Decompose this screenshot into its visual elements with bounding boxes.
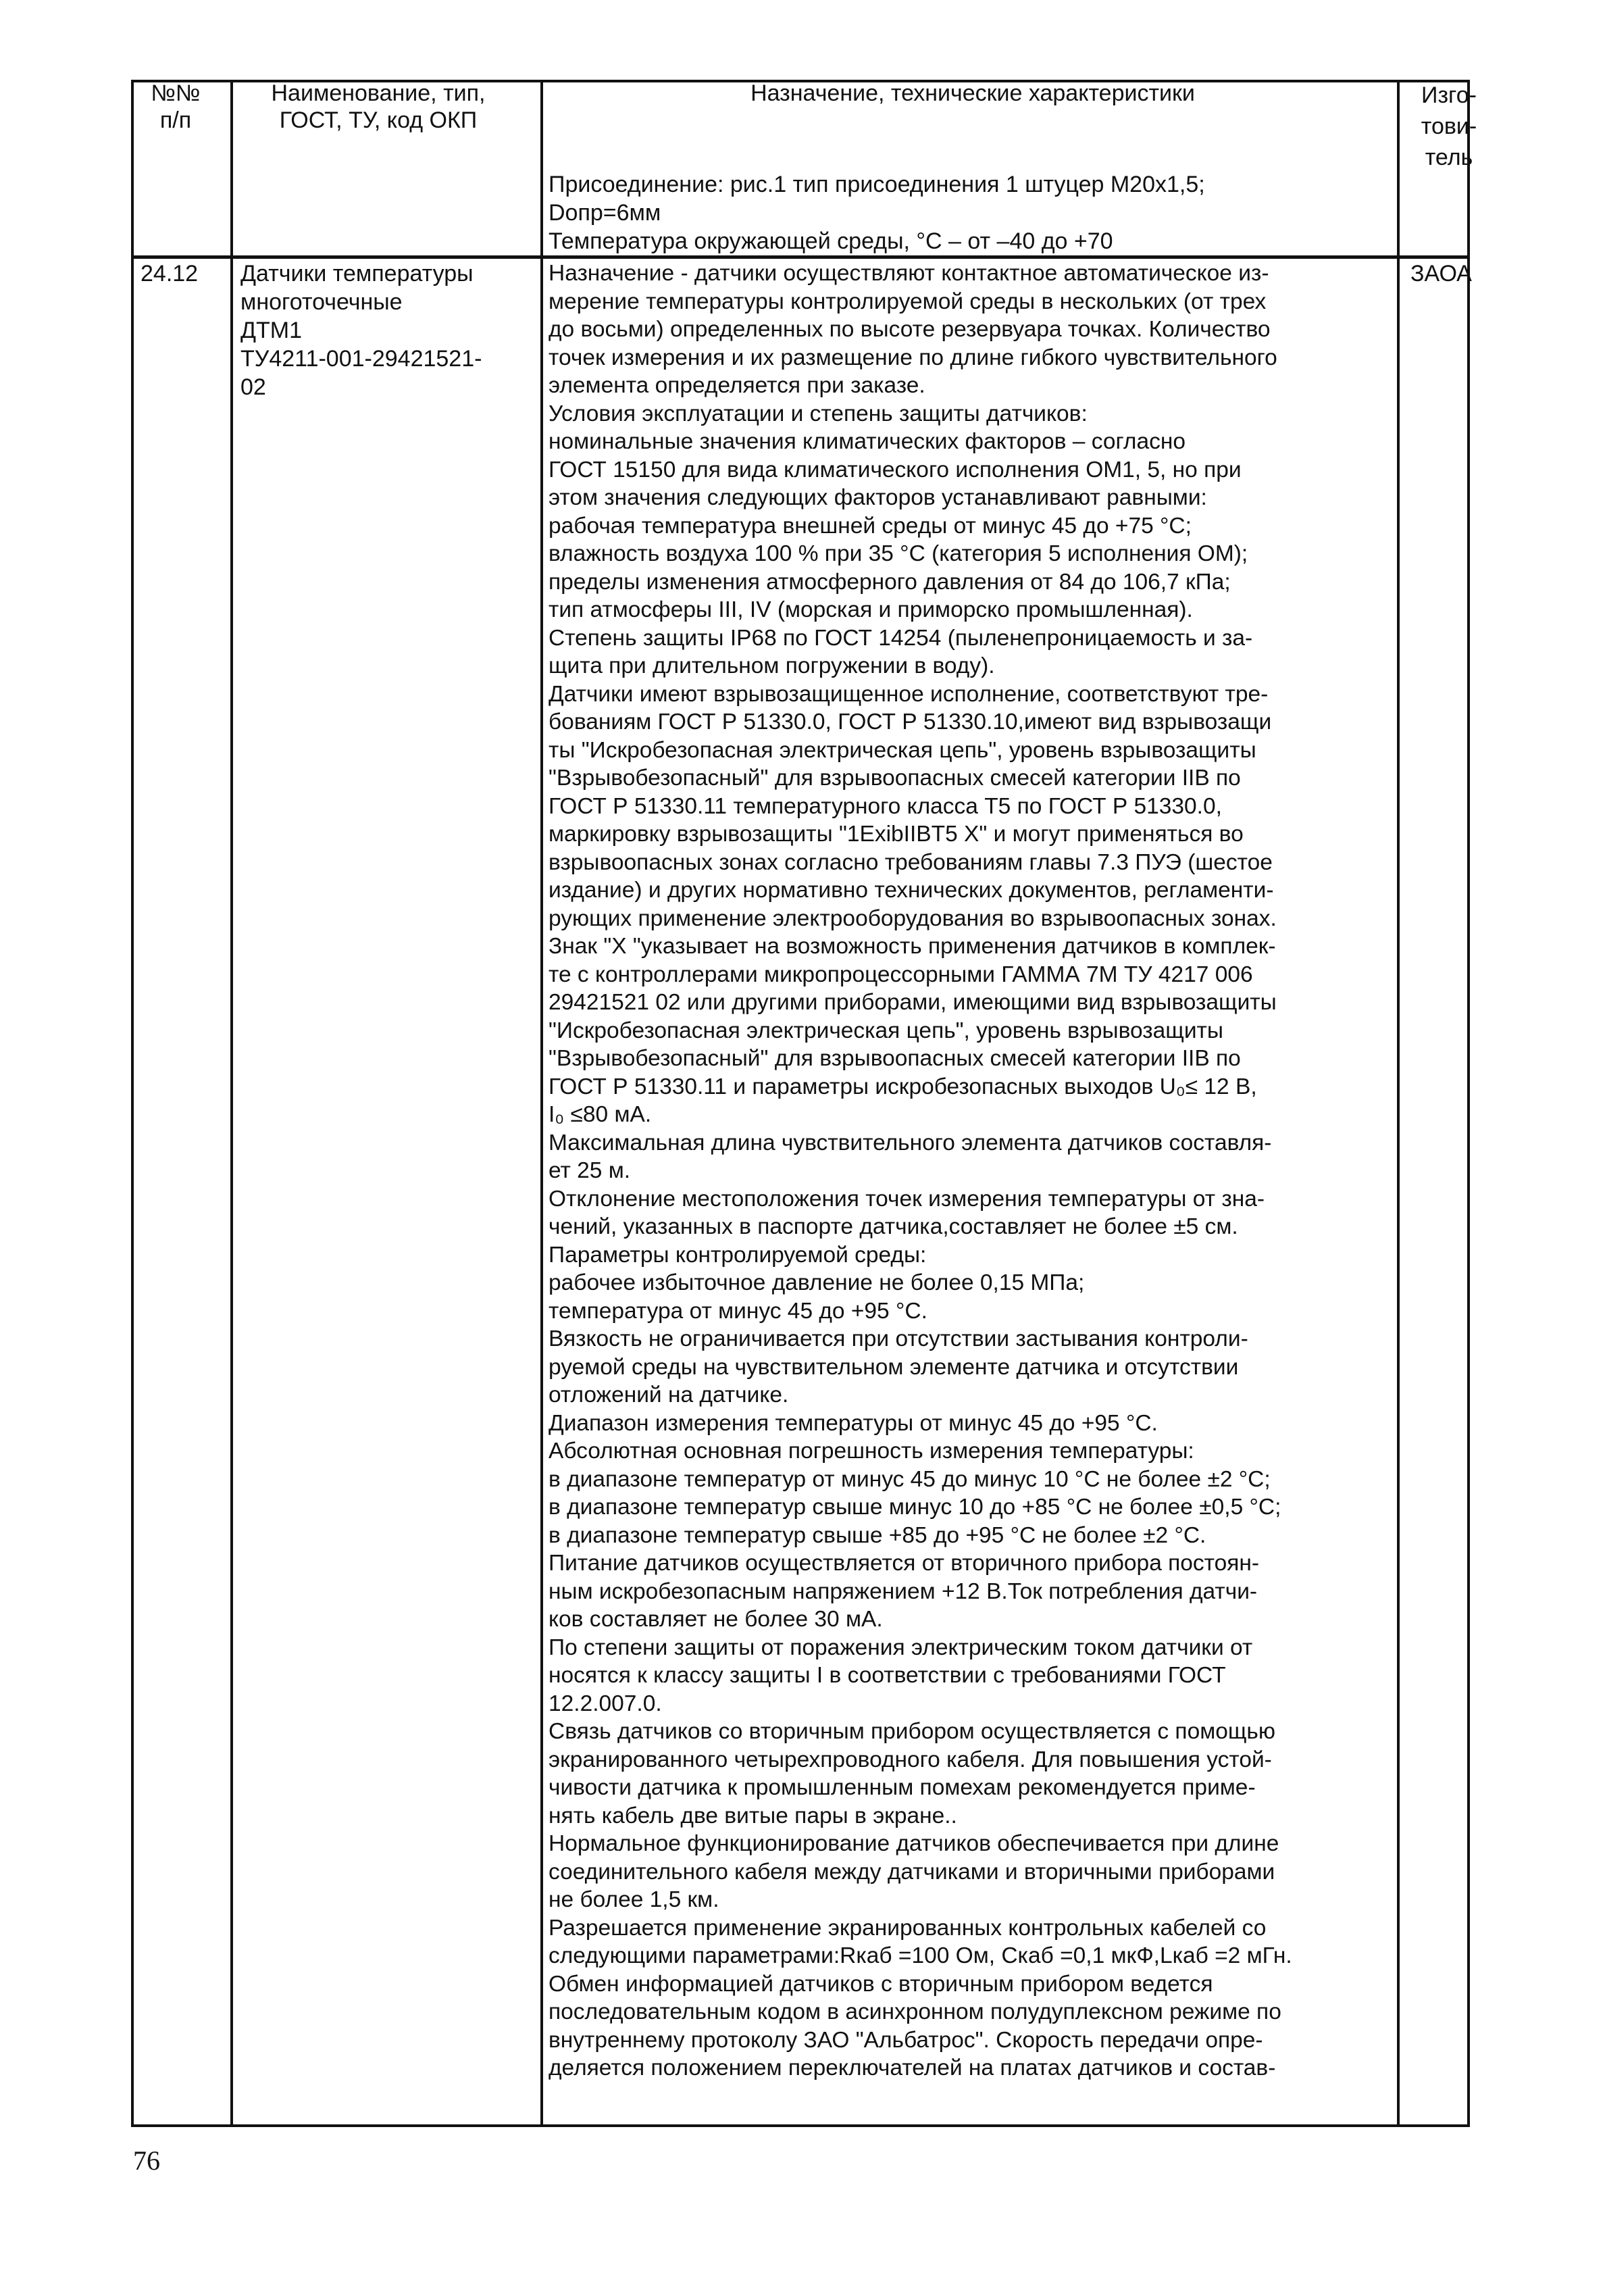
description-line: 29421521 02 или другими приборами, имеющими вид взрывозащиты — [549, 990, 1277, 1015]
description-line: Максимальная длина чувствительного элемента датчиков составля- — [549, 1130, 1272, 1155]
description-line: в диапазоне температур свыше минус 10 до +85 °С не более ±0,5 °С; — [549, 1495, 1281, 1520]
description-line: Вязкость не ограничивается при отсутствии застывания контроли- — [549, 1326, 1248, 1351]
description-line: носятся к классу защиты I в соответствии с требованиями ГОСТ — [549, 1663, 1226, 1688]
header-number — [135, 80, 216, 134]
description-line: ет 25 м. — [549, 1158, 631, 1183]
description-line: Диапазон измерения температуры от минус 45 до +95 °С. — [549, 1410, 1158, 1436]
header-maker-line: тель — [1425, 145, 1473, 170]
description-line: маркировку взрывозащиты "1ExibIIBT5 X" и могут применяться во — [549, 822, 1244, 847]
description-line: Разрешается применение экранированных контрольных кабелей со — [549, 1915, 1267, 1941]
table-bottom-border — [131, 2124, 1470, 2127]
description-line: в диапазоне температур от минус 45 до минус 10 °С не более ±2 °С; — [549, 1466, 1271, 1492]
product-name-line: 02 — [240, 374, 266, 400]
description-line: ГОСТ 15150 для вида климатического исполнения ОМ1, 5, но при — [549, 457, 1242, 482]
description-line: Абсолютная основная погрешность измерения температуры: — [549, 1439, 1194, 1464]
description-line: внутреннему протоколу ЗАО "Альбатрос". Скорость передачи опре- — [549, 2027, 1263, 2053]
column-divider-2 — [540, 80, 543, 2127]
description-line: пределы изменения атмосферного давления от 84 до 106,7 кПа; — [549, 569, 1231, 595]
product-name-line: Датчики температуры — [240, 261, 474, 286]
description-line: Назначение - датчики осуществляют контактное автоматическое из- — [549, 261, 1269, 286]
description-line: мерение температуры контролируемой среды в нескольких (от трех — [549, 289, 1267, 314]
description-line: Условия эксплуатации и степень защиты датчиков: — [549, 401, 1088, 426]
description-line: следующими параметрами:Rкаб =100 Ом, Cкаб =0,1 мкФ,Lкаб =2 мГн. — [549, 1943, 1292, 1968]
description-line: отложений на датчике. — [549, 1382, 789, 1407]
product-name-line: ТУ4211-001-29421521- — [240, 346, 482, 372]
header-name — [233, 80, 524, 134]
header-number-line: п/п — [159, 107, 192, 133]
description-line: точек измерения и их размещение по длине гибкого чувствительного — [549, 345, 1277, 370]
header-purpose — [540, 80, 1405, 107]
description-line: Датчики имеют взрывозащищенное исполнение, соответствуют тре- — [549, 681, 1269, 707]
description-line: те с контроллерами микропроцессорными ГАММА 7М ТУ 4217 006 — [549, 962, 1253, 987]
header-name-line: Наименование, тип, — [271, 80, 486, 106]
description-line: не более 1,5 км. — [549, 1887, 719, 1912]
description-line: элемента определяется при заказе. — [549, 373, 925, 398]
description-line: щита при длительном погружении в воду). — [549, 653, 995, 678]
previous-row-line: Присоединение: рис.1 тип присоединения 1 штуцер М20х1,5; — [549, 172, 1205, 197]
description-line: Обмен информацией датчиков с вторичным прибором ведется — [549, 1971, 1213, 1997]
product-name-line: ДТМ1 — [240, 318, 303, 343]
header-number-line: №№ — [151, 80, 201, 106]
page-number: 76 — [133, 2145, 160, 2176]
description-line: деляется положением переключателей на платах датчиков и состав- — [549, 2055, 1276, 2080]
description-line: I₀ ≤80 мА. — [549, 1102, 652, 1127]
header-maker-line: Изго- — [1421, 82, 1477, 108]
description-line: влажность воздуха 100 % при 35 °С (категория 5 исполнения ОМ); — [549, 541, 1248, 566]
description-line: Связь датчиков со вторичным прибором осуществляется с помощью — [549, 1719, 1276, 1744]
description-line: бованиям ГОСТ Р 51330.0, ГОСТ Р 51330.10,имеют вид взрывозащи — [549, 709, 1272, 734]
description-line: Степень защиты IP68 по ГОСТ 14254 (пыленепроницаемость и за- — [549, 625, 1253, 651]
description-line: ты "Искробезопасная электрическая цепь", уровень взрывозащиты — [549, 737, 1256, 763]
description-line: По степени защиты от поражения электрическим током датчики от — [549, 1634, 1253, 1660]
description-line: издание) и других нормативно технических документов, регламенти- — [549, 878, 1274, 903]
description-line: рабочее избыточное давление не более 0,15 МПа; — [549, 1270, 1085, 1295]
description-line: рующих применение электрооборудования во взрывоопасных зонах. — [549, 905, 1277, 931]
description-line: экранированного четырехпроводного кабеля. Для повышения устой- — [549, 1747, 1272, 1772]
previous-row-text — [549, 170, 1386, 255]
description-line: взрывоопасных зонах согласно требованиям главы 7.3 ПУЭ (шестое — [549, 849, 1273, 875]
description-line: ным искробезопасным напряжением +12 В.Ток потребления датчи- — [549, 1578, 1258, 1604]
description-line: ГОСТ Р 51330.11 температурного класса Т5 по ГОСТ Р 51330.0, — [549, 793, 1222, 819]
description-line: ков составляет не более 30 мА. — [549, 1607, 883, 1632]
description-line: этом значения следующих факторов устанавливают равными: — [549, 485, 1207, 510]
column-divider-1 — [230, 80, 233, 2127]
description-line: в диапазоне температур свыше +85 до +95 °С не более ±2 °С. — [549, 1522, 1206, 1548]
row-product-name — [240, 259, 531, 401]
description-line: "Искробезопасная электрическая цепь", уровень взрывозащиты — [549, 1018, 1223, 1043]
description-line: последовательным кодом в асинхронном полудуплексном режиме по — [549, 1999, 1281, 2024]
header-maker-line: тови- — [1421, 114, 1477, 139]
product-name-line: многоточечные — [240, 289, 403, 315]
description-line: Питание датчиков осуществляется от вторичного прибора постоян- — [549, 1551, 1260, 1576]
table-left-border — [131, 80, 134, 2127]
description-line: температура от минус 45 до +95 °С. — [549, 1298, 927, 1324]
description-line: ГОСТ Р 51330.11 и параметры искробезопасных выходов U₀≤ 12 В, — [549, 1074, 1257, 1099]
column-divider-3 — [1397, 80, 1400, 2127]
description-line: Отклонение местоположения точек измерения температуры от зна- — [549, 1186, 1265, 1212]
header-maker — [1402, 80, 1496, 173]
description-line: руемой среды на чувствительном элементе датчика и отсутствии — [549, 1354, 1239, 1380]
description-line: Параметры контролируемой среды: — [549, 1242, 927, 1268]
description-line: соединительного кабеля между датчиками и вторичными приборами — [549, 1859, 1275, 1885]
description-line: чений, указанных в паспорте датчика,составляет не более ±5 см. — [549, 1214, 1238, 1239]
description-line: нять кабель две витые пары в экране.. — [549, 1803, 957, 1828]
description-line: тип атмосферы III, IV (морская и приморско промышленная). — [549, 597, 1193, 622]
description-line: 12.2.007.0. — [549, 1691, 662, 1716]
header-purpose-text: Назначение, технические характеристики — [750, 80, 1195, 106]
row-manufacturer: ЗАОА — [1410, 261, 1472, 286]
description-line: "Взрывобезопасный" для взрывоопасных смесей категории IIB по — [549, 766, 1241, 791]
table-right-border — [1467, 80, 1470, 2127]
description-line: рабочая температура внешней среды от минус 45 до +75 °С; — [549, 513, 1192, 539]
description-line: Нормальное функционирование датчиков обеспечивается при длине — [549, 1831, 1279, 1856]
header-name-line: ГОСТ, ТУ, код ОКП — [279, 107, 478, 133]
row-divider — [131, 255, 1470, 259]
description-line: до восьми) определенных по высоте резервуара точках. Количество — [549, 317, 1271, 342]
row-description — [549, 259, 1386, 2082]
previous-row-line: Dопр=6мм — [549, 200, 661, 226]
previous-row-line: Температура окружающей среды, °С – от –40 до +70 — [549, 228, 1113, 254]
description-line: "Взрывобезопасный" для взрывоопасных смесей категории IIB по — [549, 1046, 1241, 1071]
description-line: Знак "Х "указывает на возможность применения датчиков в комплек- — [549, 934, 1276, 959]
description-line: чивости датчика к промышленным помехам рекомендуется приме- — [549, 1775, 1256, 1800]
description-line: номинальные значения климатических факторов – согласно — [549, 429, 1186, 454]
row-number: 24.12 — [141, 261, 199, 286]
